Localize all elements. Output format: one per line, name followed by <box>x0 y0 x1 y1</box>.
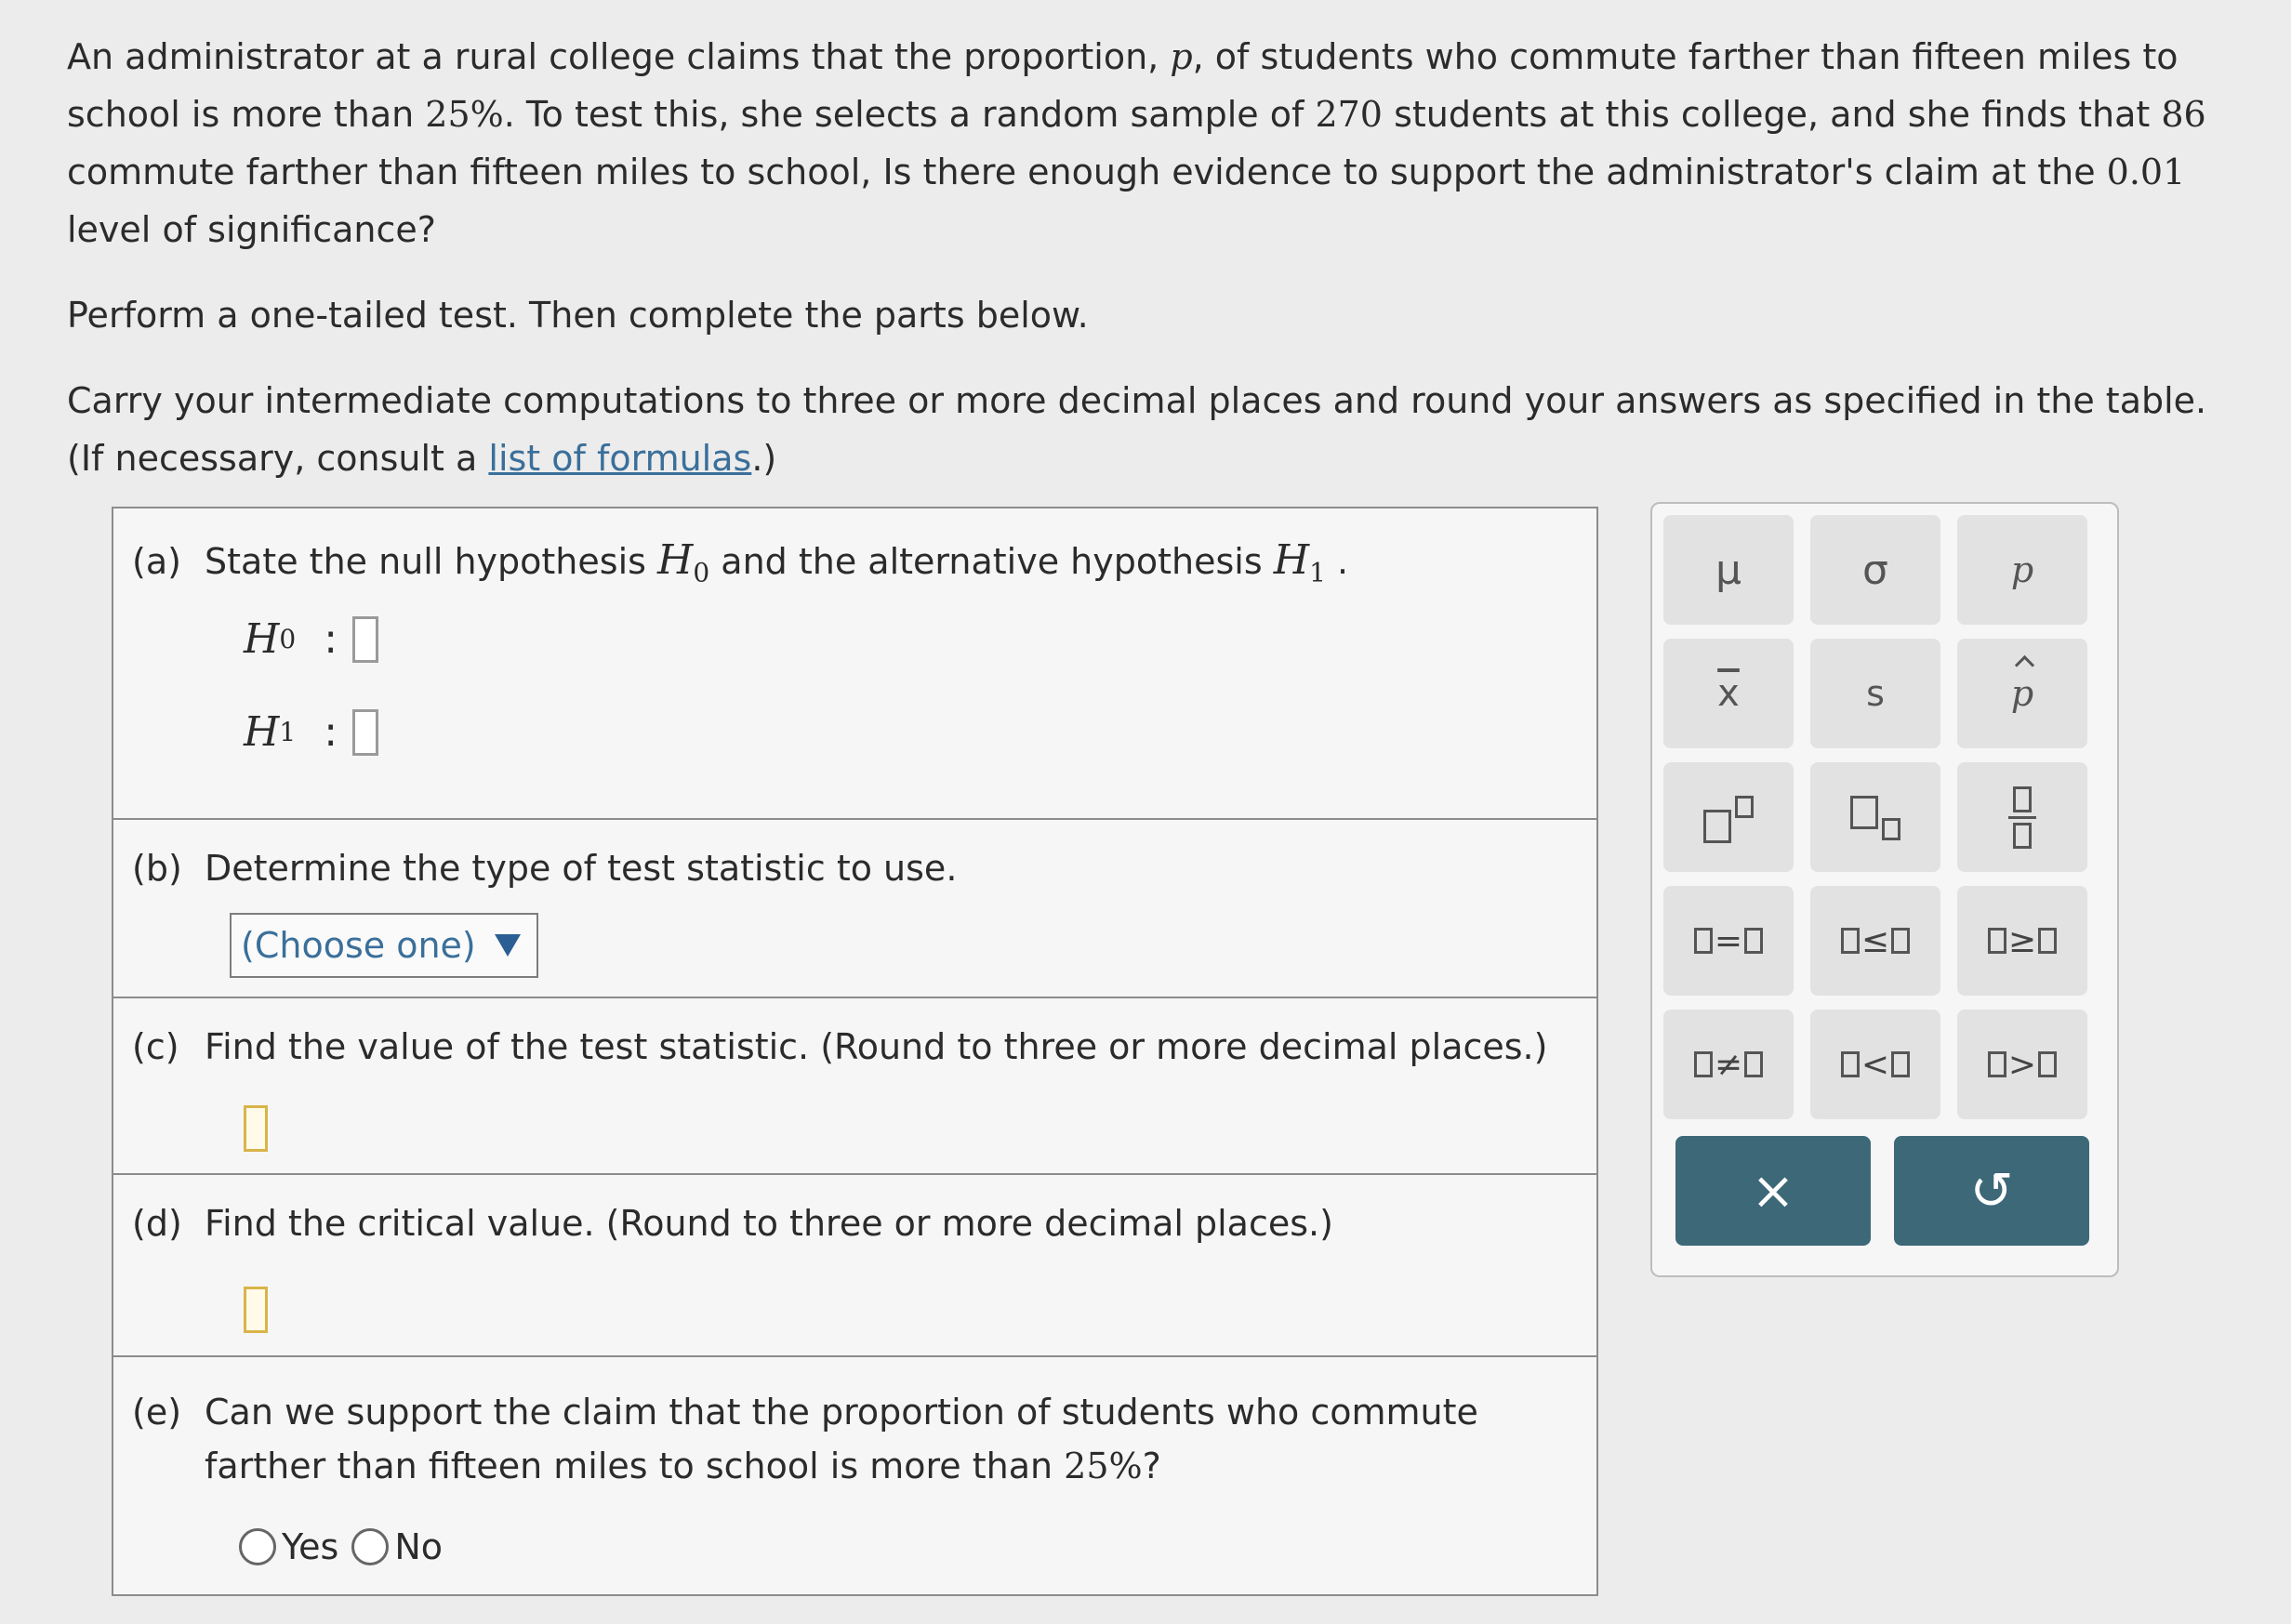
test-statistic-dropdown[interactable]: (Choose one) <box>230 913 538 978</box>
dropdown-arrow-icon <box>495 934 521 957</box>
p-key[interactable]: p <box>1957 515 2087 625</box>
superscript-key[interactable] <box>1663 762 1794 872</box>
no-radio[interactable] <box>351 1528 389 1565</box>
part-b-row: (b) Determine the type of test statistic to use. (Choose one) <box>113 820 1596 998</box>
problem-statement <box>67 28 2233 487</box>
instruction-rounding: Carry your intermediate computations to three or more decimal places and round your answers as specified in the table. (If necessary, consult a list of formulas.) <box>67 380 2207 479</box>
less-equal-key[interactable]: ≤ <box>1810 886 1940 996</box>
base-placeholder-icon <box>1703 810 1731 843</box>
undo-button[interactable] <box>1894 1136 2089 1246</box>
yes-radio[interactable] <box>239 1528 276 1565</box>
fraction-key[interactable] <box>1957 762 2087 872</box>
yes-label: Yes <box>282 1526 339 1567</box>
undo-icon: ↺ <box>1969 1160 2014 1221</box>
mu-key[interactable]: μ <box>1663 515 1794 625</box>
question-table <box>112 507 1598 1596</box>
critical-value-input[interactable] <box>244 1287 268 1333</box>
problem-paragraph: An administrator at a rural college claims that the proportion, p, of students who commute farther than fifteen miles to school is more than 25%. To test this, she selects a random sample of 270 students at this college, and she finds that 86 commute farther than fifteen miles to school, Is there enough evidence to support the administrator's claim at the 0.01 level of significance? <box>67 36 2206 250</box>
exponent-placeholder-icon <box>1735 796 1754 818</box>
close-icon: × <box>1751 1160 1795 1221</box>
part-a-row: (a) State the null hypothesis $H_0$ and the alternative hypothesis $H_1$ . H 0 : H 1 : <box>113 508 1596 820</box>
part-a-label: (a) <box>132 541 181 582</box>
less-than-key[interactable]: < <box>1810 1010 1940 1119</box>
part-d-label: (d) <box>132 1203 182 1244</box>
part-b-label: (b) <box>132 848 182 889</box>
clear-button[interactable] <box>1675 1136 1871 1246</box>
part-c-row: (c) Find the value of the test statistic. (Round to three or more decimal places.) <box>113 998 1596 1175</box>
support-claim-options <box>239 1520 443 1574</box>
part-d-row: (d) Find the critical value. (Round to three or more decimal places.) <box>113 1175 1596 1357</box>
subscript-placeholder-icon <box>1882 818 1900 840</box>
instruction-one-tailed: Perform a one-tailed test. Then complete the parts below. <box>67 295 1089 336</box>
part-e-row: (e) Can we support the claim that the proportion of students who commute farther than fifteen miles to school is more than 25%? Yes No <box>113 1357 1596 1594</box>
greater-than-key[interactable]: > <box>1957 1010 2087 1119</box>
symbol-palette <box>1650 502 2119 1277</box>
equals-key[interactable]: = <box>1663 886 1794 996</box>
part-e-label: (e) <box>132 1392 182 1433</box>
not-equal-key[interactable]: ≠ <box>1663 1010 1794 1119</box>
test-statistic-input[interactable] <box>244 1105 268 1152</box>
p-hat-key[interactable]: p <box>1957 639 2087 748</box>
alternative-hypothesis-line: H 1 : <box>244 708 378 756</box>
list-of-formulas-link[interactable]: list of formulas <box>488 438 752 479</box>
no-label: No <box>394 1526 444 1567</box>
sigma-key[interactable]: σ <box>1810 515 1940 625</box>
null-hypothesis-input[interactable] <box>352 616 378 663</box>
alternative-hypothesis-input[interactable] <box>352 709 378 756</box>
part-c-label: (c) <box>132 1026 179 1067</box>
null-hypothesis-line: H 0 : <box>244 615 378 663</box>
greater-equal-key[interactable]: ≥ <box>1957 886 2087 996</box>
base-placeholder-icon <box>1850 796 1878 829</box>
x-bar-key[interactable]: $\overline{x}$ <box>1663 639 1794 748</box>
fraction-icon <box>2008 786 2036 849</box>
s-key[interactable]: s <box>1810 639 1940 748</box>
subscript-key[interactable] <box>1810 762 1940 872</box>
